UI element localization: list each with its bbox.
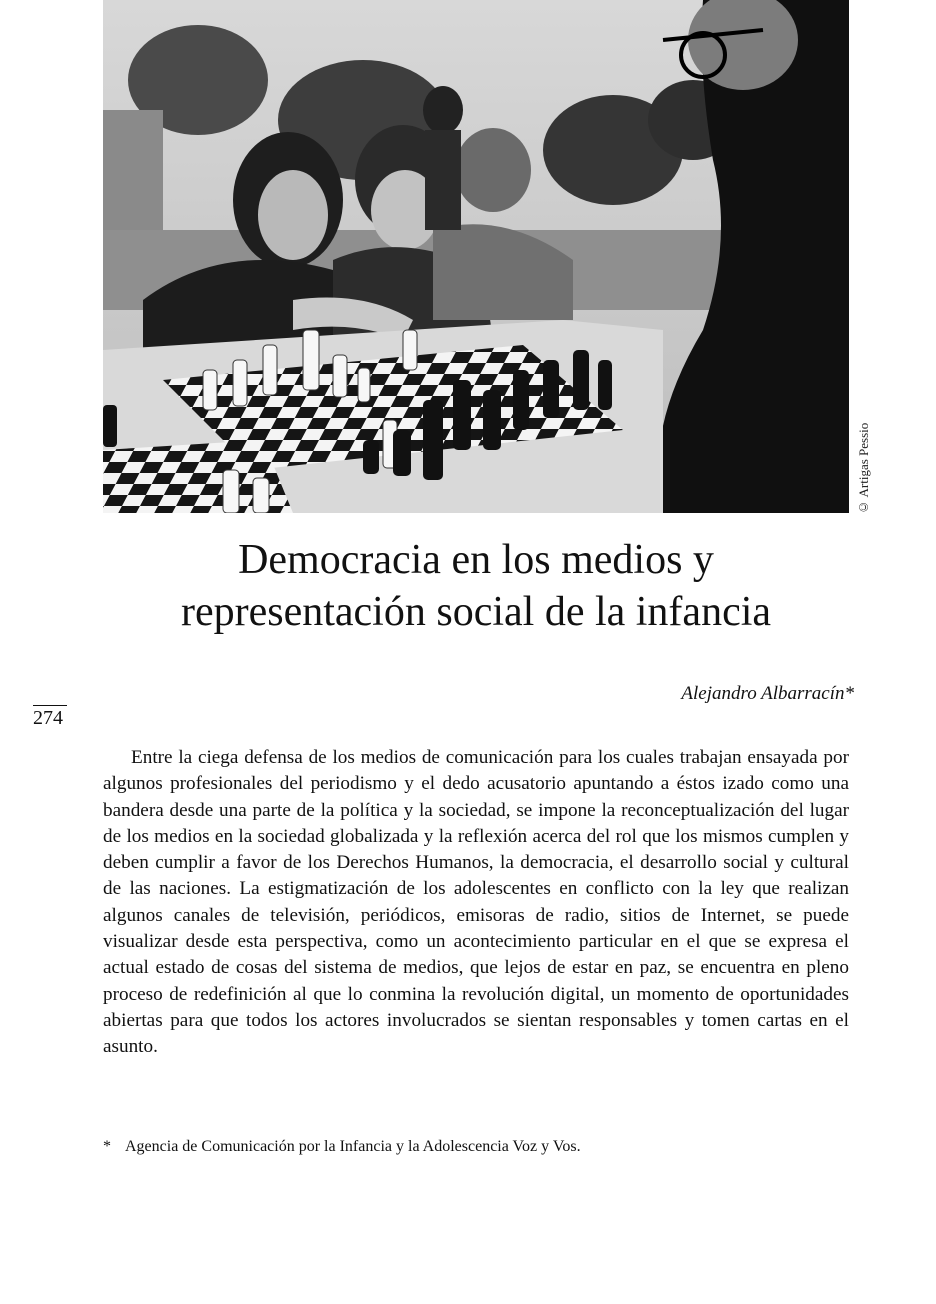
article-title [103, 534, 849, 638]
footnote-mark: * [103, 1138, 111, 1155]
page-number-rule [33, 705, 67, 706]
page-number: 274 [33, 707, 63, 729]
chess-photo-illustration [103, 0, 849, 513]
article-body: Entre la ciega defensa de los medios de comunicación para los cuales trabajan ensayada por algunos profesionales del periodismo y el dedo acusatorio apuntando a éstos izado como una bandera desde una parte de la política y la sociedad, se impone la reconceptualización del lugar de los medios en la sociedad globalizada y la reflexión acerca del rol que los mismos cumplen y deben cumplir a favor de los Derechos Humanos, la democracia, el desarrollo social y cultural de las naciones. La estigmatización de los adolescentes en conflicto con la ley que realizan algunos canales de televisión, periódicos, emisoras de radio, sitios de Internet, se puede visualizar desde esta perspectiva, como un acontecimiento particular en el que se expresa el actual estado de cosas del sistema de medios, que lejos de estar en paz, se encuentra en pleno proceso de redefinición al que lo conmina la revolución digital, un momento de oportunidades abiertas para que todos los actores involucrados se sientan responsables y tomen cartas en el asunto. [103, 747, 849, 1058]
article-author: Alejandro Albarracín* [681, 683, 854, 704]
footnote-text: Agencia de Comunicación por la Infancia y la Adolescencia Voz y Vos. [125, 1138, 581, 1155]
footnote [103, 1138, 849, 1156]
photo-credit: © Artigas Pessio [856, 422, 871, 515]
article-title-line-2: representación social de la infancia [180, 589, 772, 635]
article-title-line-1: Democracia en los medios y [238, 537, 714, 583]
chess-photo [103, 0, 849, 513]
